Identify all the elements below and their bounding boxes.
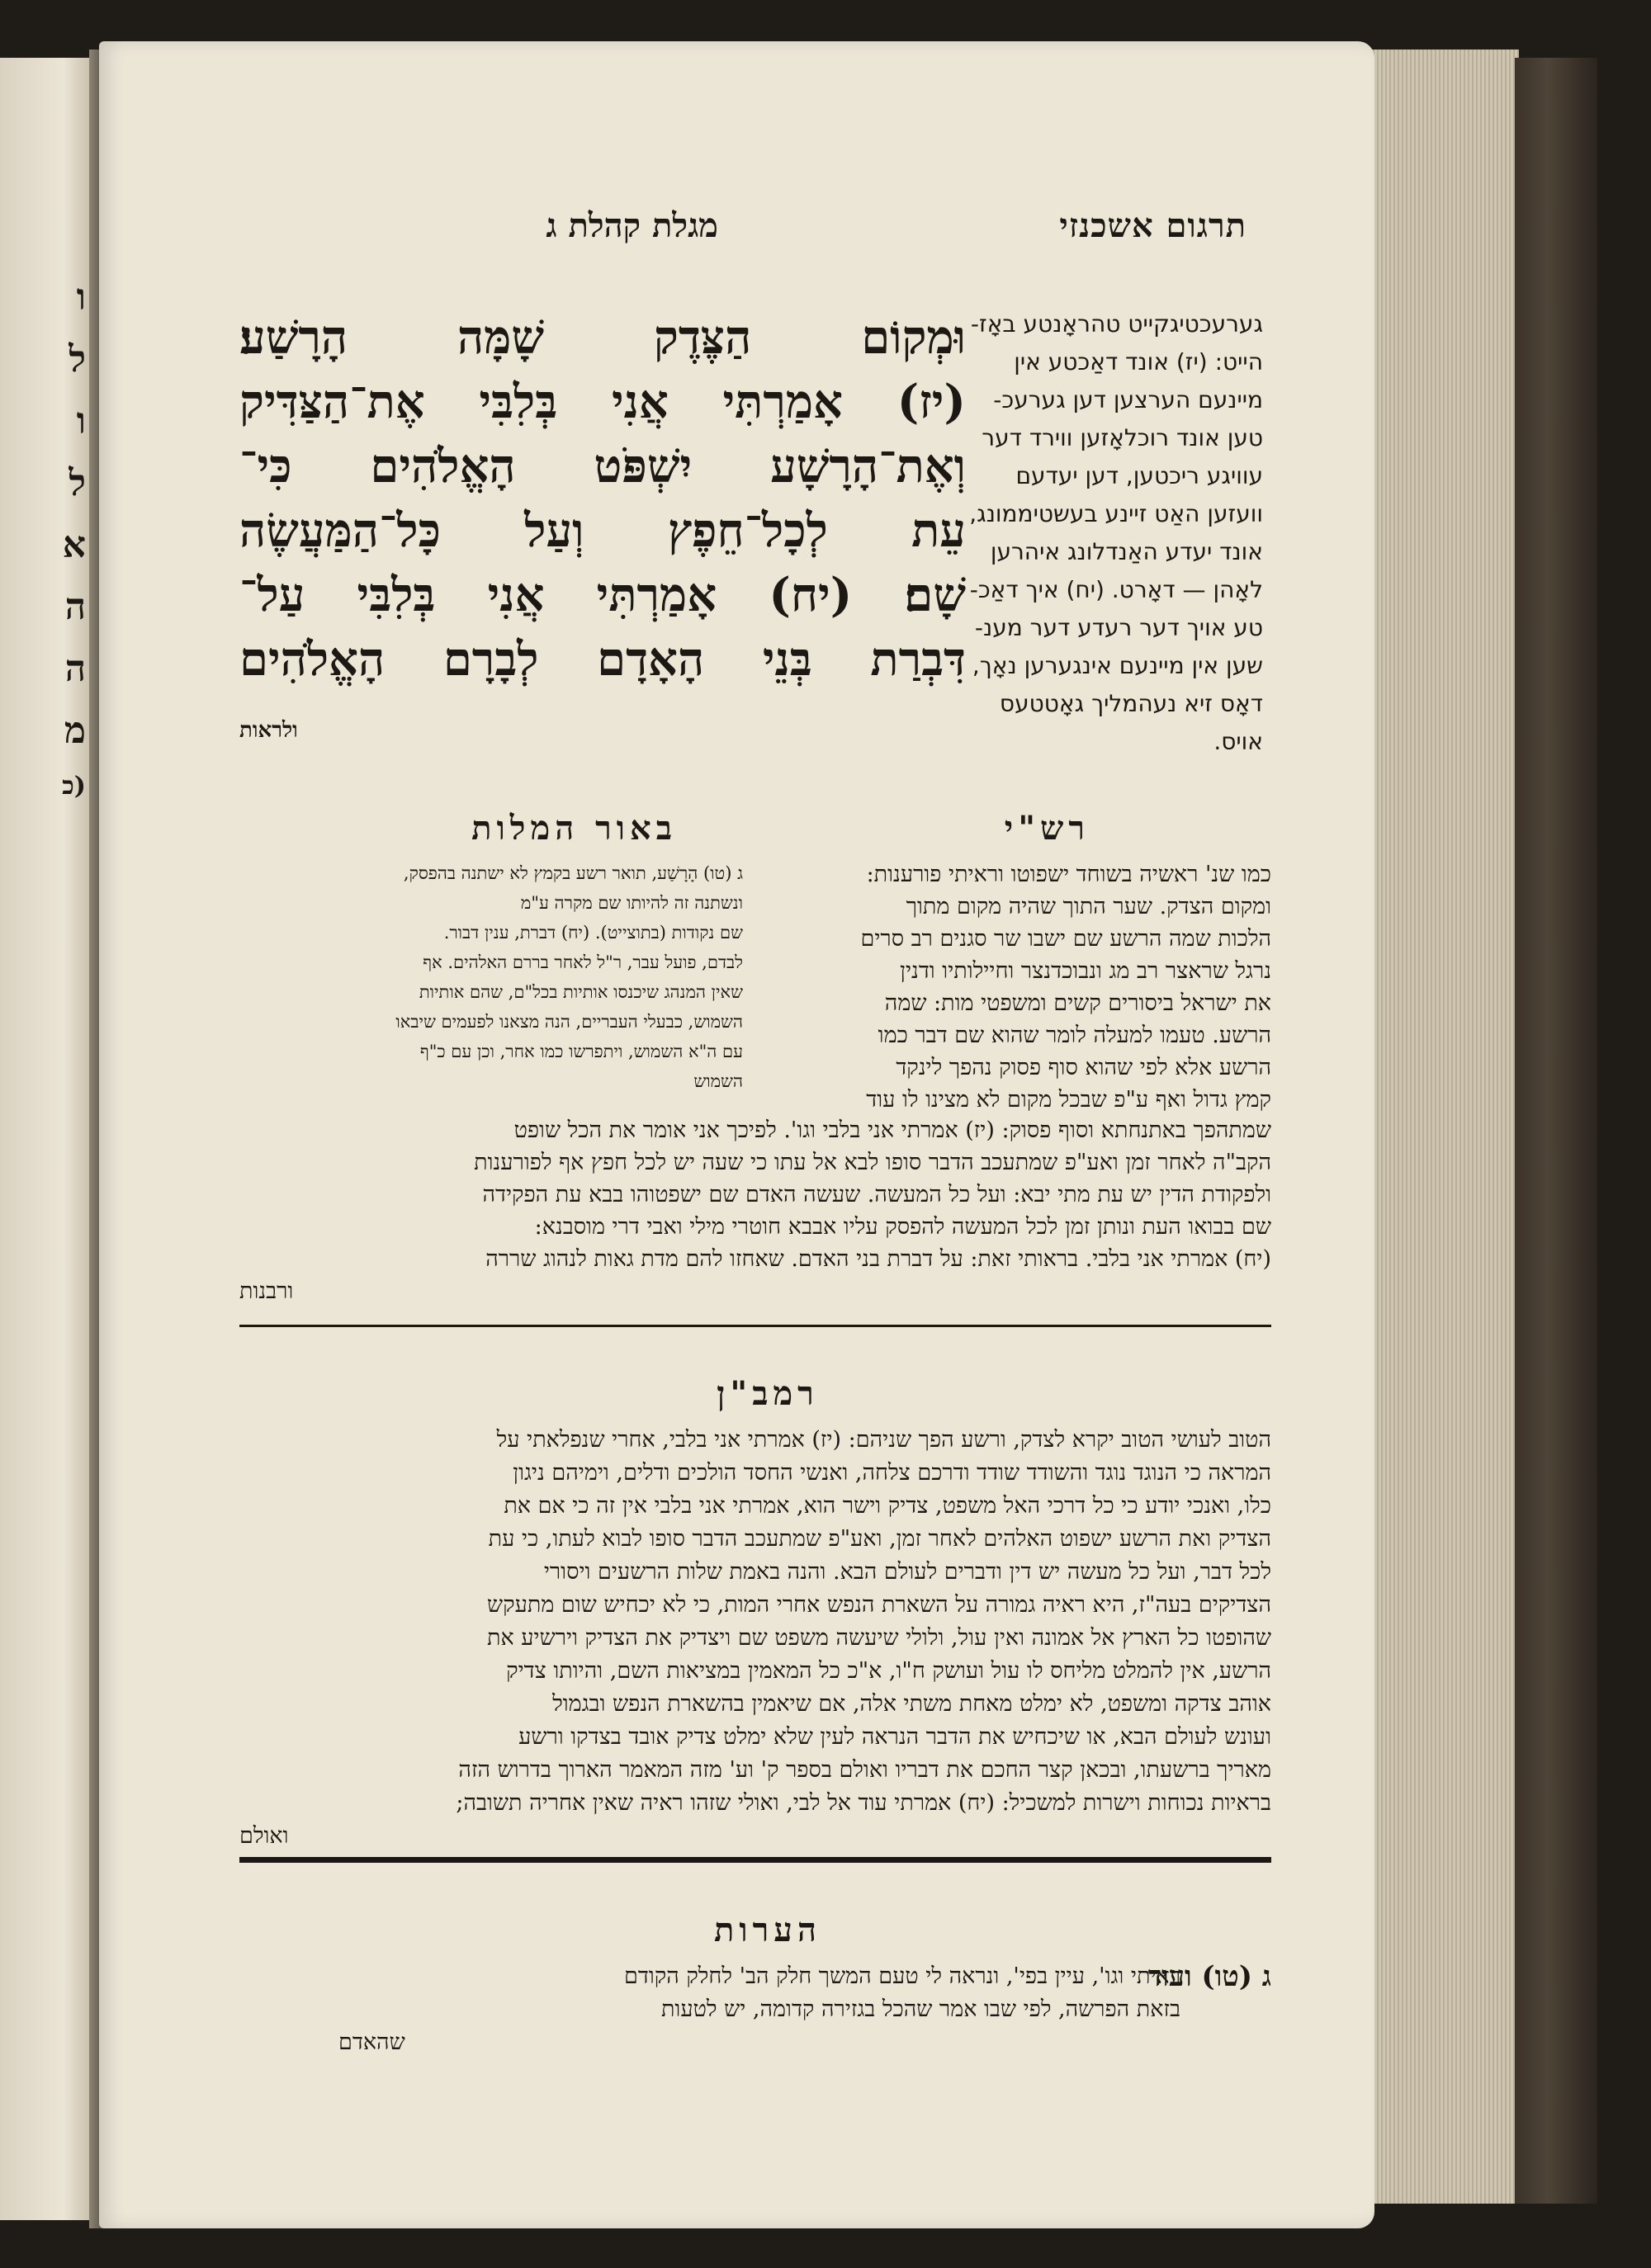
biur-line: ונשתנה זה להיותו שם מקרה ע"מ <box>520 893 743 913</box>
previous-page-fragment: ו <box>76 400 86 442</box>
targum-line: וועזען האַט זיינע בעשטיממונג, <box>969 500 1263 527</box>
ramban-line: שהופטו כל הארץ אל אמונה ואין עול, ולולי שיעשה משפט שם ויצדיק את הצדיק וירשיע את <box>487 1625 1271 1651</box>
rashi-line: הלכות שמה הרשע שם ישבו שר סגנים רב סרים <box>860 926 1271 952</box>
haarot-catchword: שהאדם <box>338 2029 405 2055</box>
biur-commentary <box>239 858 743 1096</box>
previous-page-fragment: מ <box>64 710 86 752</box>
biur-line: השמוש <box>693 1071 743 1091</box>
note-marker: ג (טו) ועוד <box>1147 1960 1271 1993</box>
targum-line: טע אויך דער רעדע דער מענ- <box>974 614 1263 641</box>
ramban-heading: רמב"ן <box>717 1374 819 1413</box>
book-cover <box>1515 58 1597 2204</box>
targum-line: גערעכטיגקייט טהראָנטע באָז- <box>970 310 1263 338</box>
targum-line: טען אונד רוכלאָזען ווירד דער <box>982 424 1263 451</box>
page-block-edge <box>1370 50 1519 2204</box>
biur-line: שאין המנהג שיכנסו אותיות בכל"ם, שהם אותיות <box>419 982 743 1002</box>
targum-translation <box>925 305 1263 761</box>
ramban-line: הטוב לעושי הטוב יקרא לצדק, ורשע הפך שניהם: (יז) אמרתי אני בלבי, אחרי שנפלאתי על <box>496 1427 1271 1453</box>
targum-line: מיינעם הערצען דען גערעכ- <box>993 386 1263 413</box>
verse-catchword: ולראות <box>239 718 298 743</box>
previous-page-fragment: ל <box>69 338 86 380</box>
scripture-verses <box>239 305 966 692</box>
verse-line: (יז) אָמַרְתִּי אֲנִי בְּלִבִּי אֶת־הַצַּדִּיק <box>239 375 966 429</box>
targum-line: עוויגע ריכטען, דען יעדעם <box>1015 462 1263 489</box>
ramban-line: הצדיק ואת הרשע ישפוט האלהים לאחר זמן, ואע"פ שמתעכב הדבר סופו לבוא לעתו, כי עת <box>488 1526 1271 1552</box>
book-page <box>99 41 1374 2228</box>
rashi-line: ולפקודת הדין יש עת מתי יבא: ועל כל המעשה. שעשה האדם שם ישפטוהו בבא עת הפקידה <box>482 1182 1271 1207</box>
previous-page-fragment: א <box>62 524 86 566</box>
rashi-line: את ישראל ביסורים קשים ומשפטי מות: שמה <box>884 990 1271 1016</box>
running-head-book-chapter: מגלת קהלת ג <box>546 206 718 245</box>
haarot-heading: הערות <box>714 1911 821 1949</box>
running-head-targum: תרגום אשכנזי <box>1059 206 1247 245</box>
ramban-line: הרשע, אין להמלט מליחס לו עול ועושק ח"ו, א"כ כל המאמין במציאות השם, והיותו צדיק <box>506 1658 1271 1684</box>
rashi-line: הקב"ה לאחר זמן ואע"פ שמתעכב הדבר סופו לבא אל עתו כי שעה יש לכל חפץ אף לפורענות <box>474 1150 1271 1175</box>
ramban-line: ועונש לעולם הבא, או שיכחיש את הדבר הנראה לעין שלא ימלט צדיק אובד בצדקו ורשע <box>518 1724 1271 1750</box>
section-divider <box>239 1325 1271 1327</box>
rashi-line: (יח) אמרתי אני בלבי. בראותי זאת: על דברת בני האדם. שאחזו להם מדת גאות לנהוג שררה <box>485 1246 1271 1272</box>
rashi-line: שמתהפך באתנחתא וסוף פסוק: (יז) אמרתי אני בלבי וגו'. לפיכך אני אומר את הכל שופט <box>513 1117 1271 1143</box>
targum-line: לאָהן — דאָרט. (יח) איך דאַכ- <box>969 576 1263 603</box>
verse-line: וּמְקוֹם הַצֶּדֶק שָׁמָּה הָרָשַׁע׃ <box>239 310 966 365</box>
ramban-line: מאריך ברשעתו, ובכאן קצר החכם את דבריו ואולם בספר ק' וע' מזה המאמר הארוך בדרוש הזה <box>458 1757 1271 1783</box>
ramban-commentary <box>239 1424 1271 1853</box>
biur-line: שם נקודות (בתוצייט). (יח) דברת, ענין דבור. <box>443 923 743 943</box>
biur-line: עם ה"א השמוש, ויתפרשו כמו אחר, וכן עם כ"ף <box>419 1042 743 1061</box>
targum-line: שען אין מיינעם אינגערען נאָך, <box>972 652 1263 679</box>
rashi-line: קמץ גדול ואף ע"פ שבכל מקום לא מצינו לו עוד <box>866 1087 1271 1113</box>
verse-line: עֵת לְכָל־חֵפֶץ וְעַל כָּל־הַמַּעֲשֶׂה <box>239 503 966 558</box>
rashi-commentary-continued <box>239 1114 1271 1307</box>
haarot-line: ראיתי וגו', עיין בפי', ונראה לי טעם המשך חלק הב' לחלק הקודם <box>624 1963 1180 1989</box>
haarot-notes <box>338 1960 1180 2059</box>
rashi-line: הרשע. טעמו למעלה לומר שהוא שם דבר כמו <box>878 1023 1271 1048</box>
previous-page-fragment: (כ <box>62 772 86 801</box>
section-divider-thick <box>239 1857 1271 1863</box>
previous-page-fragment: ה <box>64 648 86 690</box>
rashi-commentary <box>759 858 1271 1116</box>
biur-line: ג (טו) הָרָשַׁע, תואר רשע בקמץ לא ישתנה בהפסק, <box>403 863 743 883</box>
ramban-line: כלו, ואנכי יודע כי כל דרכי האל משפט, צדיק וישר הוא, אמרתי אני בלבי אין זה כי אם את <box>504 1493 1271 1519</box>
ramban-line: לכל דבר, ועל כל מעשה יש דין ודברים לעולם הבא. והנה באמת שלות הרשעים ויסורי <box>543 1559 1271 1585</box>
biur-line: לבדם, פועל עבר, ר"ל לאחר בררם האלהים. אף <box>423 952 743 972</box>
rashi-heading: רש"י <box>1004 809 1090 848</box>
rashi-line: שם בבואו העת ונותן זמן לכל המעשה להפסק עליו אבבא חוטרי מילי ואבי דרי מוסבנא: <box>534 1214 1271 1240</box>
previous-page-fragment: ו <box>76 276 86 319</box>
verse-line: וְאֶת־הָרָשָׁע יִשְׁפֹּט הָאֱלֹהִים כִּי־ <box>239 439 966 494</box>
rashi-line: כמו שנ' ראשיה בשוחד ישפוטו וראיתי פורענות: <box>866 862 1271 887</box>
ramban-line: הצדיקים בעה"ז, היא ראיה גמורה על השארת הנפש אחרי המות, כי לא יכחיש שום מתעקש <box>487 1592 1271 1618</box>
verse-line: שָׁם׃ (יח) אָמַרְתִּי אֲנִי בְּלִבִּי עַל־ <box>239 568 966 622</box>
targum-line: דאָס זיא נעהמליך גאָטטעס <box>999 690 1263 717</box>
previous-page-edge <box>0 58 91 2220</box>
biur-line: השמוש, כבעלי העבריים, הנה מצאנו לפעמים שיבאו <box>395 1012 743 1032</box>
rashi-line: ומקום הצדק. שער התוך שהיה מקום מתוך <box>906 894 1271 919</box>
ramban-line: המראה כי הנוגד נוגד והשודד שודד ודרכם צלחה, ואנשי החסד הולכים ודלים, וימיהם ניגון <box>513 1460 1271 1486</box>
haarot-line: בזאת הפרשה, לפי שבו אמר שהכל בגזירה קדומה, יש לטעות <box>660 1996 1180 2022</box>
biur-heading: באור המלות <box>471 809 677 848</box>
ramban-line: בראיות נכוחות וישרות למשכיל: (יח) אמרתי עוד אל לבי, ואולי שזהו ראיה שאין אחריה תשובה; <box>456 1790 1271 1816</box>
rashi-line: נרגל שראצר רב מג ונבוכדנצר וחיילותיו ודנין <box>900 958 1271 984</box>
targum-line: אויס. <box>1213 728 1263 755</box>
targum-line: הייט: (יז) אונד דאַכטע אין <box>1014 348 1263 376</box>
rashi-catchword: ורבנות <box>239 1278 294 1304</box>
verse-line: דִּבְרַת בְּנֵי הָאָדָם לְבָרָם הָאֱלֹהִים <box>239 632 966 687</box>
previous-page-fragment: ל <box>69 462 86 504</box>
previous-page-fragment: ה <box>64 586 86 628</box>
targum-line: אונד יעדע האַנדלונג איהרען <box>990 538 1263 565</box>
rashi-line: הרשע אלא לפי שהוא סוף פסוק נהפך לינקד <box>896 1055 1271 1080</box>
ramban-line: אוהב צדקה ומשפט, לא ימלט מאחת משתי אלה, אם שיאמין בהשארת הנפש ובגמול <box>552 1691 1271 1717</box>
ramban-catchword: ואולם <box>239 1823 289 1849</box>
